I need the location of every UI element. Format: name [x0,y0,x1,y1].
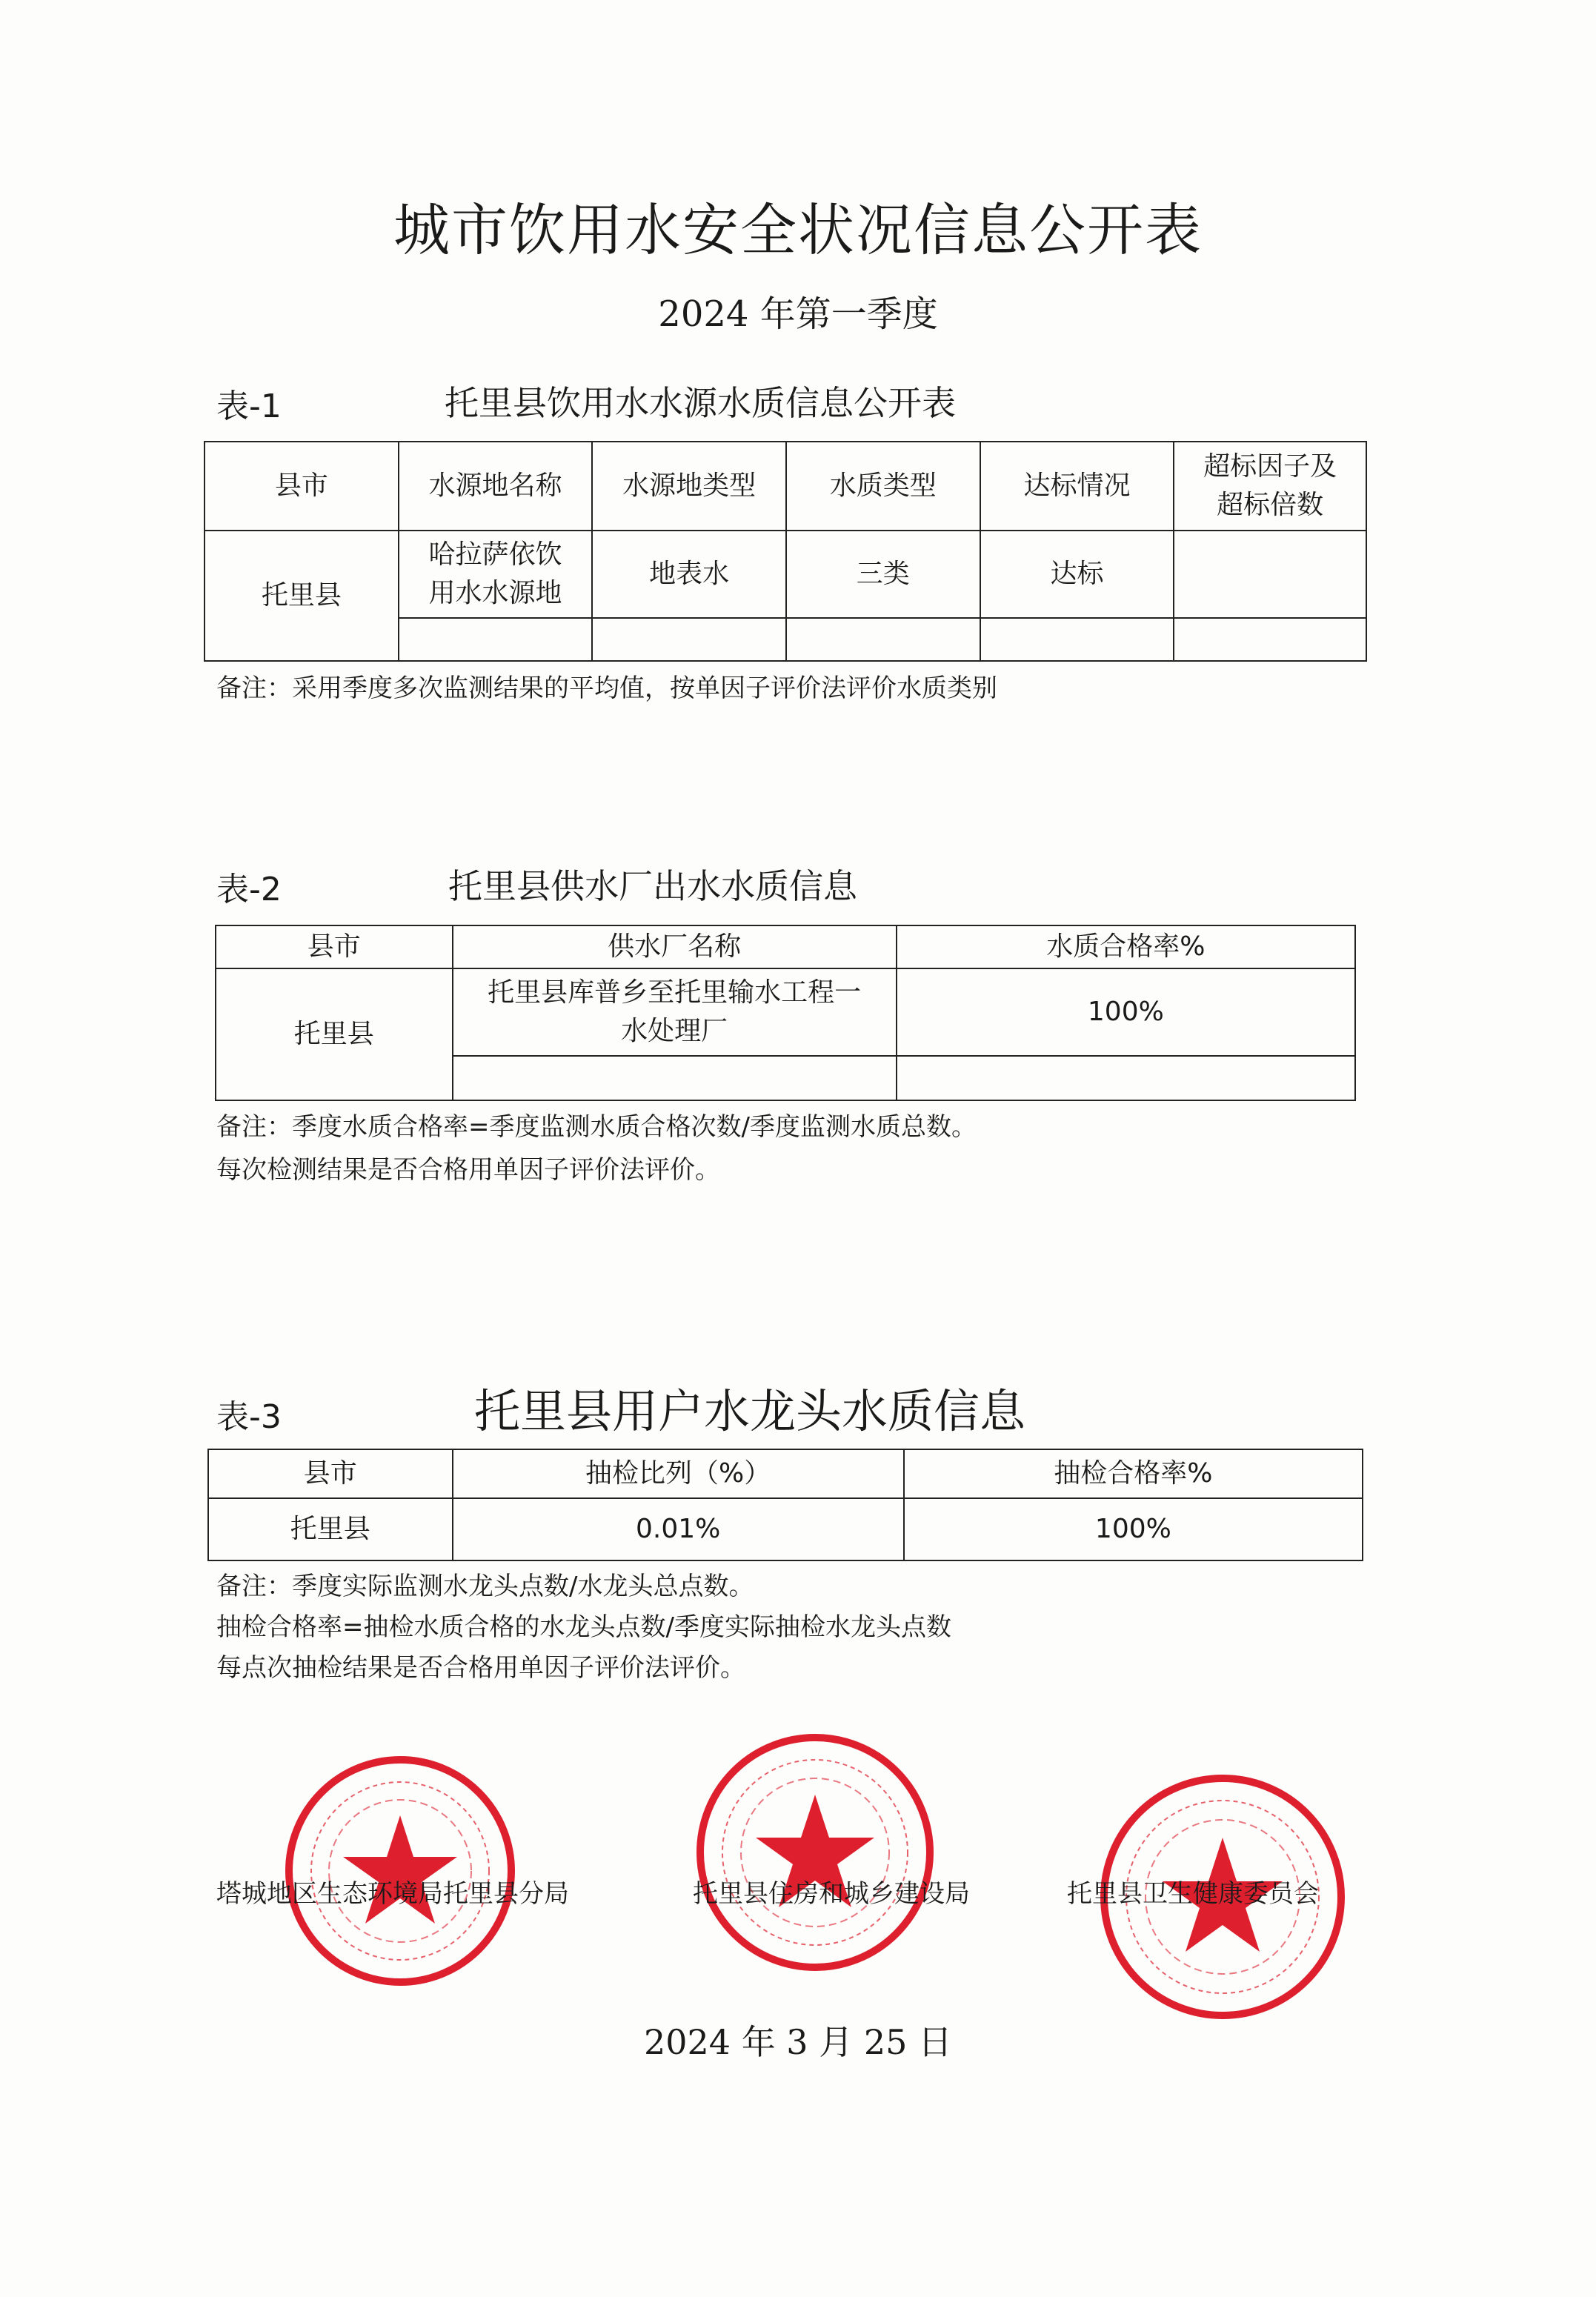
empty-cell [897,1056,1355,1100]
table2-note-2: 每次检测结果是否合格用单因子评价法评价。 [216,1155,720,1185]
table3-note-2: 抽检合格率=抽检水质合格的水龙头点数/季度实际抽检水龙头点数 [216,1612,951,1642]
table3-cell-sampling-ratio: 0.01% [453,1498,904,1560]
table2-cell-plant-name: 托里县库普乡至托里输水工程一 水处理厂 [453,968,897,1056]
table1-header-cell: 县市 [205,442,399,531]
table1-header-cell: 水源地类型 [592,442,786,531]
page-title: 城市饮用水安全状况信息公开表 [393,197,1203,263]
table1-cell-compliance: 达标 [980,531,1174,618]
table2-header-row [216,925,1355,968]
seal-ecology-bureau [278,1749,522,1993]
signer-health-commission: 托里县卫生健康委员会 [1067,1879,1319,1909]
table2-header-cell: 供水厂名称 [453,925,897,968]
table1-note: 备注：采用季度多次监测结果的平均值，按单因子评价法评价水质类别 [216,674,997,703]
table2-header-cell: 水质合格率% [897,925,1355,968]
page-subtitle: 2024 年第一季度 [658,293,938,335]
table2-header-cell: 县市 [216,925,453,968]
signer-ecology-bureau: 塔城地区生态环境局托里县分局 [216,1879,569,1909]
table2-note-1: 备注：季度水质合格率=季度监测水质合格次数/季度监测水质总数。 [216,1112,977,1142]
issue-date: 2024 年 3 月 25 日 [644,2022,952,2062]
empty-cell [453,1056,897,1100]
table3-label: 表-3 [216,1398,282,1436]
signer-housing-bureau: 托里县住房和城乡建设局 [693,1879,970,1909]
table2-cell-county: 托里县 [216,968,453,1100]
table3-cell-county: 托里县 [208,1498,453,1560]
table2 [215,925,1356,1101]
table-row [205,531,1366,618]
empty-cell [592,618,786,661]
table3-header-cell: 抽检比列（%） [453,1449,904,1498]
table2-cell-pass-rate: 100% [897,968,1355,1056]
table3-header-row [208,1449,1363,1498]
table1 [204,441,1367,662]
table2-label: 表-2 [216,871,282,908]
table1-cell-exceed [1174,531,1366,618]
table2-title: 托里县供水厂出水水质信息 [448,866,857,906]
table1-label: 表-1 [216,388,282,425]
table3 [207,1449,1363,1561]
table1-header-cell: 水源地名称 [399,442,593,531]
empty-cell [1174,618,1366,661]
table1-header-cell: 超标因子及 超标倍数 [1174,442,1366,531]
table1-cell-source-type: 地表水 [592,531,786,618]
empty-cell [399,618,593,661]
seal-housing-bureau [689,1726,941,1978]
table3-note-3: 每点次抽检结果是否合格用单因子评价法评价。 [216,1653,745,1683]
table3-cell-pass-rate: 100% [904,1498,1363,1560]
table3-header-cell: 抽检合格率% [904,1449,1363,1498]
table1-header-row [205,442,1366,531]
table3-header-cell: 县市 [208,1449,453,1498]
table1-title: 托里县饮用水水源水质信息公开表 [445,383,956,423]
table1-header-cell: 水质类型 [786,442,980,531]
table1-cell-county: 托里县 [205,531,399,661]
empty-cell [980,618,1174,661]
table-row [216,968,1355,1056]
table-row [208,1498,1363,1560]
table3-note-1: 备注：季度实际监测水龙头点数/水龙头总点数。 [216,1572,754,1601]
table3-title: 托里县用户水龙头水质信息 [474,1384,1026,1438]
empty-cell [786,618,980,661]
table1-cell-source-name: 哈拉萨依饮 用水水源地 [399,531,593,618]
table1-cell-quality-type: 三类 [786,531,980,618]
table1-header-cell: 达标情况 [980,442,1174,531]
